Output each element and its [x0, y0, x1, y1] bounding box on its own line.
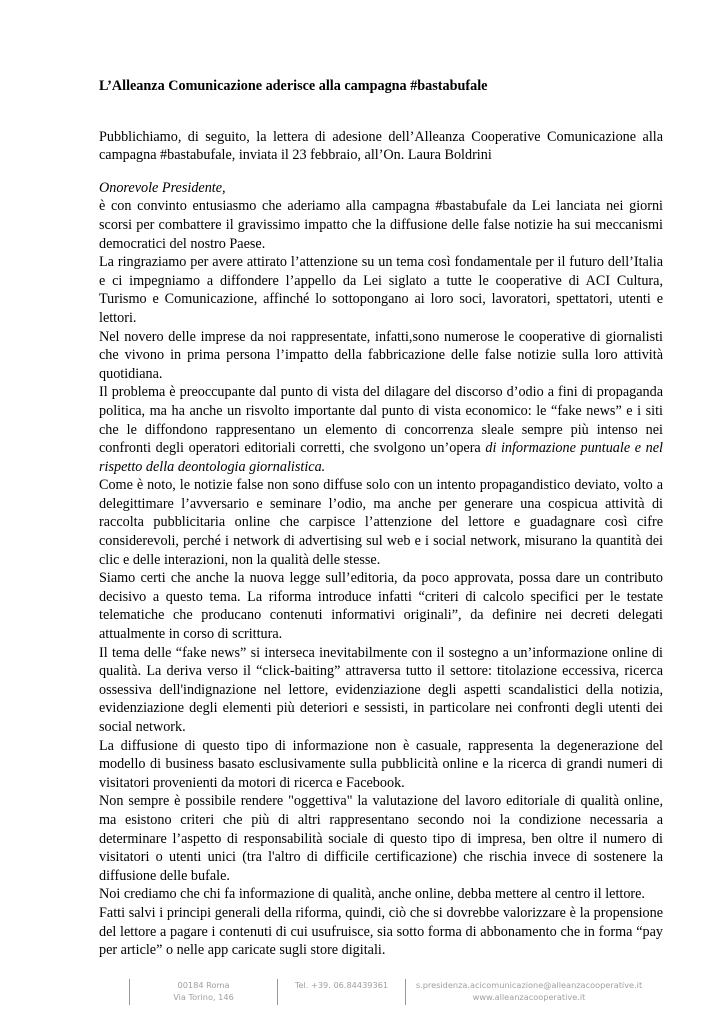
footer-phone-block [278, 979, 405, 991]
footer-street: Via Torino, 146 [173, 992, 234, 1002]
body-paragraph-3: Nel novero delle imprese da noi rappresentate, infatti,sono numerose le cooperative di giornalisti che vivono in prima persona l’impatto della fabbricazione delle false notizie sulla loro attività quotidiana. [99, 328, 663, 382]
letter-content [99, 77, 663, 960]
body-paragraph-1: è con convinto entusiasmo che aderiamo alla campagna #bastabufale da Lei lanciata nei giorni scorsi per combattere il gravissimo impatto che la diffusione delle false notizie ha sui meccanismi democratici del nostro Paese. [99, 198, 663, 252]
footer-phone: Tel. +39. 06.84439361 [294, 980, 389, 990]
body-paragraph-7: Il tema delle “fake news” si interseca inevitabilmente con il sostegno a un’informazione online di qualità. La deriva verso il “click-baiting” attraversa tutto il settore: titolazione eccessiva, ricerca ossessiva dell'indignazione nel lettore, evidenziazione degli aspetti scandalistici della notizia, evidenziazione degli elementi più deteriori e sessisti, in particolare nei confronti degli utenti dei social network. [99, 644, 663, 735]
body-paragraph-10: Noi crediamo che chi fa informazione di qualità, anche online, debba mettere al centro il lettore. [99, 886, 645, 903]
body-paragraph-6: Siamo certi che anche la nuova legge sull’editoria, da poco approvata, possa dare un contributo decisivo a questo tema. La riforma introduce infatti “criteri di calcolo specifici per le testate telematiche che producano contenuti informativi originali”, da definire nei decreti delegati attualmente in corso di scrittura. [99, 570, 663, 643]
body-paragraph-2: La ringraziamo per avere attirato l’attenzione su un tema così fondamentale per il futuro dell’Italia e ci impegniamo a diffondere l’appello da Lei siglato a tutte le cooperative di ACI Cultura, Turismo e Comunicazione, affinché lo sottopongano ai loro soci, lavoratori, spettatori, utenti e lettori. [99, 254, 663, 326]
footer-email: s.presidenza.acicomunicazione@alleanzacooperative.it [415, 980, 643, 990]
page-footer [0, 977, 724, 1007]
document-title: L’Alleanza Comunicazione aderisce alla campagna #bastabufale [99, 78, 488, 94]
footer-website: www.alleanzacooperative.it [472, 992, 586, 1002]
footer-address [130, 979, 277, 1003]
body-paragraph-11: Fatti salvi i principi generali della riforma, quindi, ciò che si dovrebbe valorizzare è la propensione del lettore a pagare i contenuti di cui usufruisce, sia sotto forma di abbonamento che in forma “pay per article” o nelle app caricate sugli store digitali. [99, 904, 663, 959]
body-paragraph-9: Non sempre è possibile rendere "oggettiva" la valutazione del lavoro editoriale di qualità online, ma esistono criteri che più di altri rappresentano secondo noi la condizione necessaria a determinare l’aspetto di responsabilità sociale di questo tipo di impresa, ben oltre il numero di visitatori o utenti unici (tra l'altro di difficile certificazione) che rischia invece di sostenere la diffusione delle bufale. [99, 793, 663, 884]
body-paragraph-5: Come è noto, le notizie false non sono diffuse solo con un intento propagandistico deviato, volto a delegittimare l’avversario e seminare l’odio, ma anche per generare una cospicua attività di raccolta pubblicitaria online che carpisce l’attenzione del lettore e guadagnare così cifre considerevoli, perché i network di advertising sul web e i social network, misurano la quantità dei clic e delle interazioni, non la qualità delle stesse. [99, 477, 663, 568]
body-paragraph-4: Il problema è preoccupante dal punto di vista del dilagare del discorso d’odio a fini di propaganda politica, ma ha anche un risvolto importante dal punto di vista economico: le “fake news” e i siti che le diffondono rappresentano un elemento di concorrenza sleale sempre più intenso nei confronti degli operatori editoriali corretti, che svolgono un’opera di informazione puntuale e nel rispetto della deontologia giornalistica. [99, 384, 663, 475]
italic-phrase: di informazione puntuale e nel rispetto della deontologia giornalistica. [99, 440, 663, 475]
intro-paragraph: Pubblichiamo, di seguito, la lettera di adesione dell’Alleanza Cooperative Comunicazione alla campagna #bastabufale, inviata il 23 febbraio, all’On. Laura Boldrini [99, 128, 663, 164]
footer-postcode-city: 00184 Roma [177, 980, 230, 990]
footer-contacts [406, 979, 652, 1003]
body-paragraph-8: La diffusione di questo tipo di informazione non è casuale, rappresenta la degenerazione del modello di business basato esclusivamente sulla pubblicità online e la ricerca di grandi numeri di visitatori provenienti da motori di ricerca e Facebook. [99, 737, 663, 791]
salutation: Onorevole Presidente, [99, 179, 226, 196]
